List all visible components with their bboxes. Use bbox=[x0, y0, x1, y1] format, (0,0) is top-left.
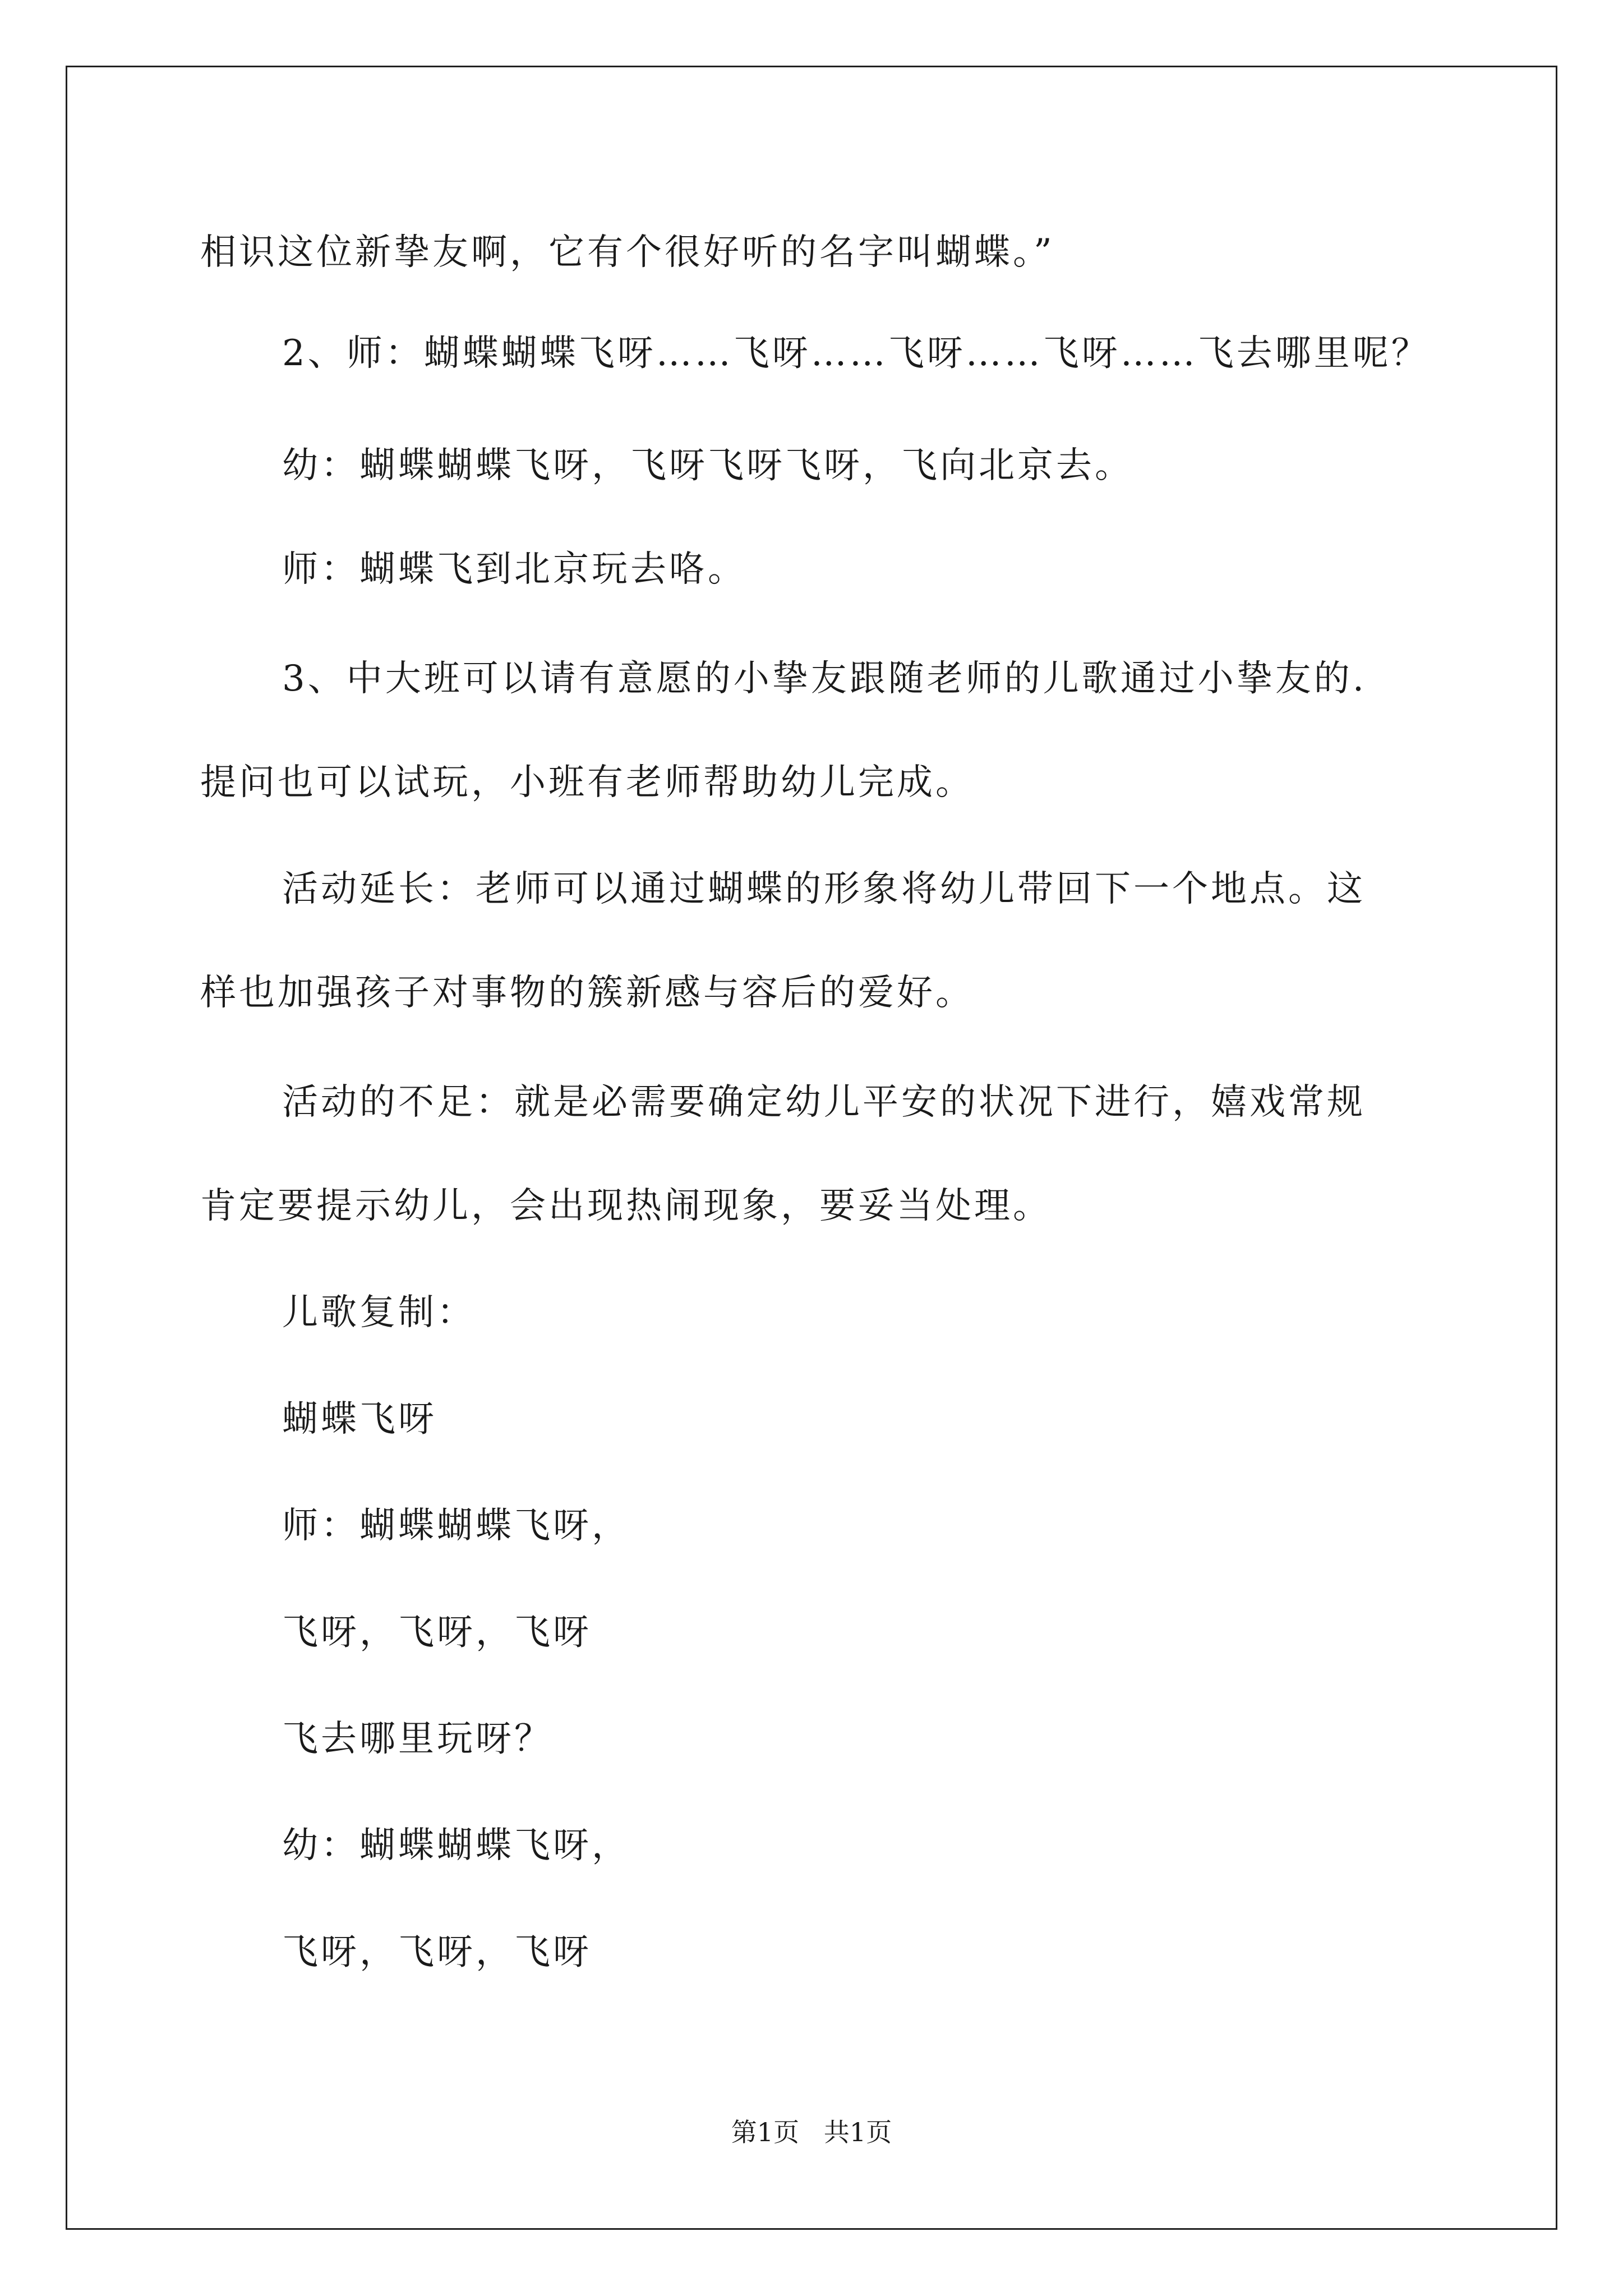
text-line: 活动延长：老师可以通过蝴蝶的形象将幼儿带回下一个地点。这 bbox=[282, 868, 1366, 910]
page-number-footer: 第1页 共1页 bbox=[731, 2117, 892, 2147]
text-line: 2、师：蝴蝶蝴蝶飞呀……飞呀……飞呀……飞呀……飞去哪里呢？ bbox=[282, 333, 1430, 374]
page-border bbox=[66, 66, 1557, 2230]
text-line: 儿歌复制： bbox=[282, 1292, 476, 1333]
text-line: 提问也可以试玩，小班有老师帮助幼儿完成。 bbox=[200, 762, 974, 803]
text-line: 3、中大班可以请有意愿的小挚友跟随老师的儿歌通过小挚友的. bbox=[282, 658, 1367, 700]
text-line: 蝴蝶飞呀 bbox=[282, 1398, 437, 1440]
text-line: 活动的不足：就是必需要确定幼儿平安的状况下进行，嬉戏常规 bbox=[282, 1082, 1366, 1123]
text-line: 飞呀，飞呀，飞呀 bbox=[282, 1931, 592, 1973]
text-line: 师：蝴蝶飞到北京玩去咯。 bbox=[282, 549, 746, 590]
text-line: 相识这位新挚友啊，它有个很好听的名字叫蝴蝶。” bbox=[200, 232, 1055, 273]
text-line: 师：蝴蝶蝴蝶飞呀， bbox=[282, 1505, 630, 1547]
text-line: 幼：蝴蝶蝴蝶飞呀， bbox=[282, 1825, 630, 1866]
text-line: 样也加强孩子对事物的簇新感与容后的爱好。 bbox=[200, 972, 974, 1014]
text-line: 飞去哪里玩呀？ bbox=[282, 1718, 553, 1760]
text-line: 飞呀，飞呀，飞呀 bbox=[282, 1612, 592, 1653]
text-line: 肯定要提示幼儿，会出现热闹现象，要妥当处理。 bbox=[200, 1185, 1052, 1227]
text-line: 幼：蝴蝶蝴蝶飞呀，飞呀飞呀飞呀，飞向北京去。 bbox=[282, 445, 1133, 486]
